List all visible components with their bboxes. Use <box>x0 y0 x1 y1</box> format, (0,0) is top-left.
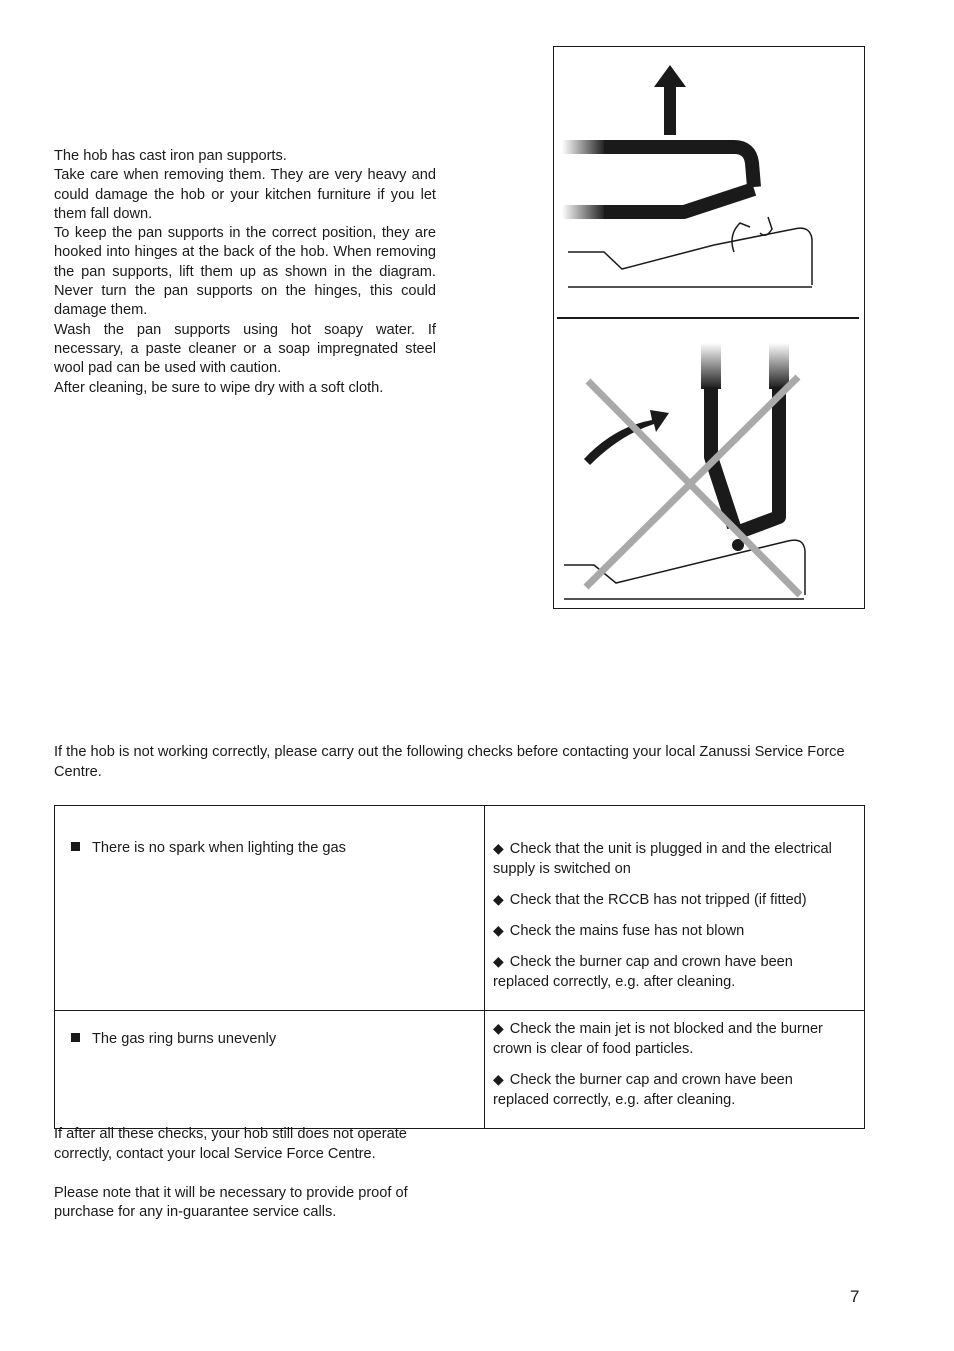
check-item: ◆ Check the burner cap and crown have been replaced correctly, e.g. after cleaning. <box>493 953 793 990</box>
diamond-bullet-icon: ◆ <box>493 922 504 938</box>
troubleshooting-table <box>54 805 865 1129</box>
remedy-cell <box>485 806 865 1011</box>
lift-up-arrow-icon <box>654 65 686 135</box>
remedy-cell <box>485 1011 865 1129</box>
check-item: ◆ Check the mains fuse has not blown <box>493 922 745 939</box>
pan-supports-paragraph: After cleaning, be sure to wipe dry with a soft cloth. <box>54 379 384 396</box>
outro-paragraph: Please note that it will be necessary to provide proof of purchase for any in-guarantee service calls. <box>54 1184 408 1220</box>
check-item: ◆ Check the main jet is not blocked and the burner crown is clear of food particles. <box>493 1020 823 1057</box>
diamond-bullet-icon: ◆ <box>493 953 504 969</box>
fault-cell <box>55 1011 485 1129</box>
incorrect-turn-illustration <box>564 343 805 599</box>
diamond-bullet-icon: ◆ <box>493 840 504 856</box>
fault-text: There is no spark when lighting the gas <box>92 840 346 856</box>
square-bullet-icon <box>71 1033 80 1042</box>
pan-supports-paragraph: The hob has cast iron pan supports. <box>54 148 287 164</box>
check-item: ◆ Check that the unit is plugged in and the electrical supply is switched on <box>493 840 832 877</box>
pan-supports-text <box>54 147 436 398</box>
troubleshooting-outro <box>54 1125 454 1242</box>
pan-supports-paragraph: Take care when removing them. They are very heavy and could damage the hob or your kitchen furniture if you let them fall down. <box>54 167 436 222</box>
square-bullet-icon <box>71 842 80 851</box>
page-number: 7 <box>850 1287 860 1306</box>
correct-lift-illustration <box>562 65 812 287</box>
pan-supports-paragraph: To keep the pan supports in the correct position, they are hooked into hinges at the back of the hob. When removing the pan supports, lift them up as shown in the diagram. Never turn the pan supports on the hinges, this could damage them. <box>54 225 436 319</box>
cross-out-icon <box>588 381 800 595</box>
pan-supports-paragraph: Wash the pan supports using hot soapy water. If necessary, a paste cleaner or a soap impregnated steel wool pad can be used with caution. <box>54 321 436 377</box>
table-row <box>55 806 865 1011</box>
fault-text: The gas ring burns unevenly <box>92 1031 277 1047</box>
diamond-bullet-icon: ◆ <box>493 1071 504 1087</box>
diamond-bullet-icon: ◆ <box>493 1020 504 1036</box>
table-row <box>55 1011 865 1129</box>
diamond-bullet-icon: ◆ <box>493 891 504 907</box>
troubleshooting-intro: If the hob is not working correctly, please carry out the following checks before contacting your local Zanussi Service Force Centre. <box>54 744 845 780</box>
check-item: ◆ Check the burner cap and crown have been replaced correctly, e.g. after cleaning. <box>493 1071 793 1108</box>
pan-support-diagram <box>553 46 865 609</box>
fault-cell <box>55 806 485 1011</box>
check-item: ◆ Check that the RCCB has not tripped (if fitted) <box>493 891 807 908</box>
outro-paragraph: If after all these checks, your hob still does not operate correctly, contact your local Service Force Centre. <box>54 1126 407 1162</box>
